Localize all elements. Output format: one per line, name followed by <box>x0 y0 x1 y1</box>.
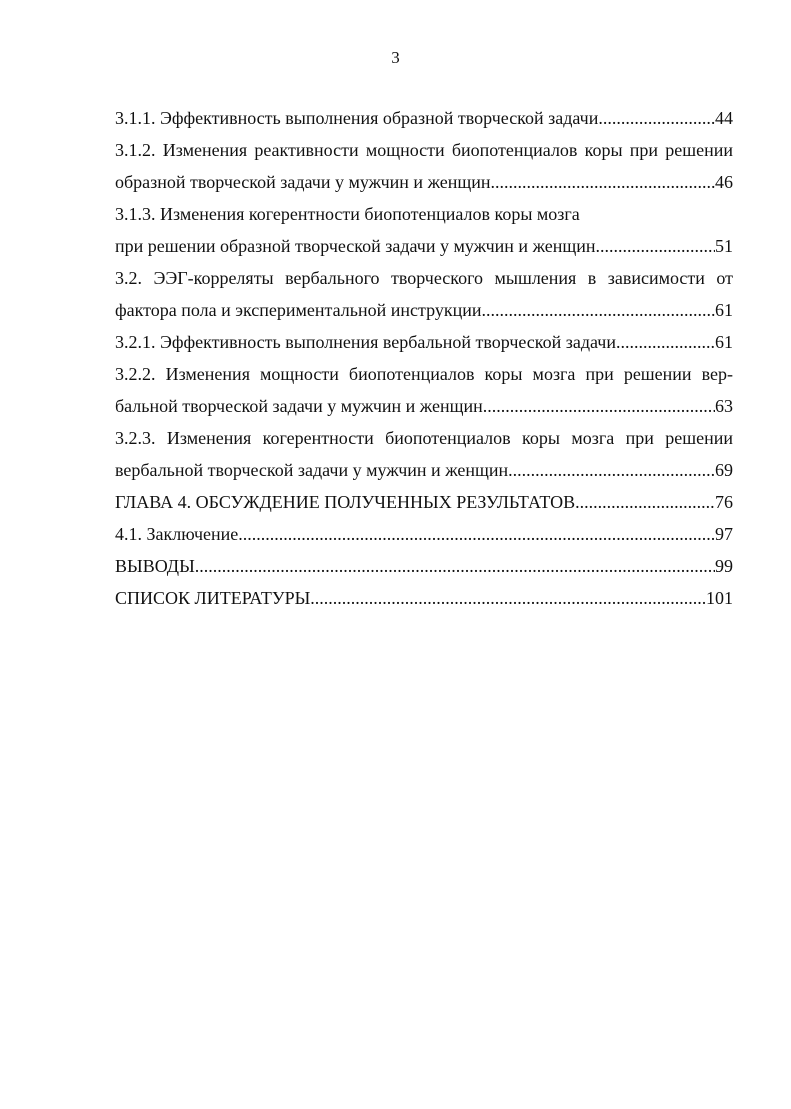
toc-entry-page: 76 <box>715 492 733 512</box>
toc-entry-title: образной творческой задачи у мужчин и женщин <box>115 172 491 192</box>
toc-leader-dots <box>616 326 715 358</box>
toc-entry-title: 3.1.1. Эффективность выполнения образной творческой задачи <box>115 108 599 128</box>
toc-entry-3-2-3-line1: 3.2.3. Изменения когерентности биопотенциалов коры мозга при решении <box>115 428 733 448</box>
toc-entry-title: вербальной творческой задачи у мужчин и женщин <box>115 460 509 480</box>
toc-entry-3-1-2-line1: 3.1.2. Изменения реактивности мощности биопотенциалов коры при решении <box>115 140 733 160</box>
toc-entry-page: 101 <box>706 588 733 608</box>
toc-entry-3-1-3 <box>115 230 733 262</box>
toc-entry-3-2-3 <box>115 454 733 486</box>
toc-entry-page: 61 <box>715 300 733 320</box>
toc-entry-3-1-2 <box>115 166 733 198</box>
toc-entry-conclusions <box>115 550 733 582</box>
toc-entry-page: 97 <box>715 524 733 544</box>
toc-entry-chapter-4 <box>115 486 733 518</box>
toc-entry-title: 4.1. Заключение <box>115 524 239 544</box>
toc-entry-3-1-1 <box>115 102 733 134</box>
toc-leader-dots <box>596 230 715 262</box>
toc-entry-page: 69 <box>715 460 733 480</box>
toc-entry-3-2-1 <box>115 326 733 358</box>
toc-leader-dots <box>483 390 715 422</box>
toc-entry-4-1 <box>115 518 733 550</box>
toc-entry-title: 3.2.1. Эффективность выполнения вербальной творческой задачи <box>115 332 616 352</box>
toc-leader-dots <box>238 518 715 550</box>
toc-leader-dots <box>195 550 715 582</box>
toc-entry-3-2-2-line1: 3.2.2. Изменения мощности биопотенциалов коры мозга при решении вер- <box>115 364 733 384</box>
toc-entry-title: СПИСОК ЛИТЕРАТУРЫ <box>115 588 311 608</box>
toc-leader-dots <box>310 582 706 614</box>
toc-entry-title: ГЛАВА 4. ОБСУЖДЕНИЕ ПОЛУЧЕННЫХ РЕЗУЛЬТАТОВ <box>115 492 576 512</box>
toc-entry-3-2-2 <box>115 390 733 422</box>
toc-entry-page: 61 <box>715 332 733 352</box>
toc-leader-dots <box>491 166 715 198</box>
toc-entry-title: ВЫВОДЫ <box>115 556 195 576</box>
toc-leader-dots <box>598 102 715 134</box>
toc-entry-page: 46 <box>715 172 733 192</box>
toc-entry-title: при решении образной творческой задачи у мужчин и женщин <box>115 236 596 256</box>
toc-entry-3-2 <box>115 294 733 326</box>
page-number: 3 <box>391 48 400 67</box>
toc-entry-page: 51 <box>715 236 733 256</box>
toc-entry-references <box>115 582 733 614</box>
toc-entry-3-1-3-line1: 3.1.3. Изменения когерентности биопотенциалов коры мозга <box>115 204 580 224</box>
toc-leader-dots <box>482 294 716 326</box>
toc-leader-dots <box>508 454 715 486</box>
toc-entry-page: 99 <box>715 556 733 576</box>
toc-leader-dots <box>575 486 715 518</box>
toc-entry-title: бальной творческой задачи у мужчин и женщин <box>115 396 483 416</box>
toc-entry-page: 63 <box>715 396 733 416</box>
table-of-contents <box>115 102 733 614</box>
toc-entry-page: 44 <box>715 108 733 128</box>
toc-entry-3-2-line1: 3.2. ЭЭГ-корреляты вербального творческого мышления в зависимости от <box>115 268 733 288</box>
toc-entry-title: фактора пола и экспериментальной инструкции <box>115 300 482 320</box>
